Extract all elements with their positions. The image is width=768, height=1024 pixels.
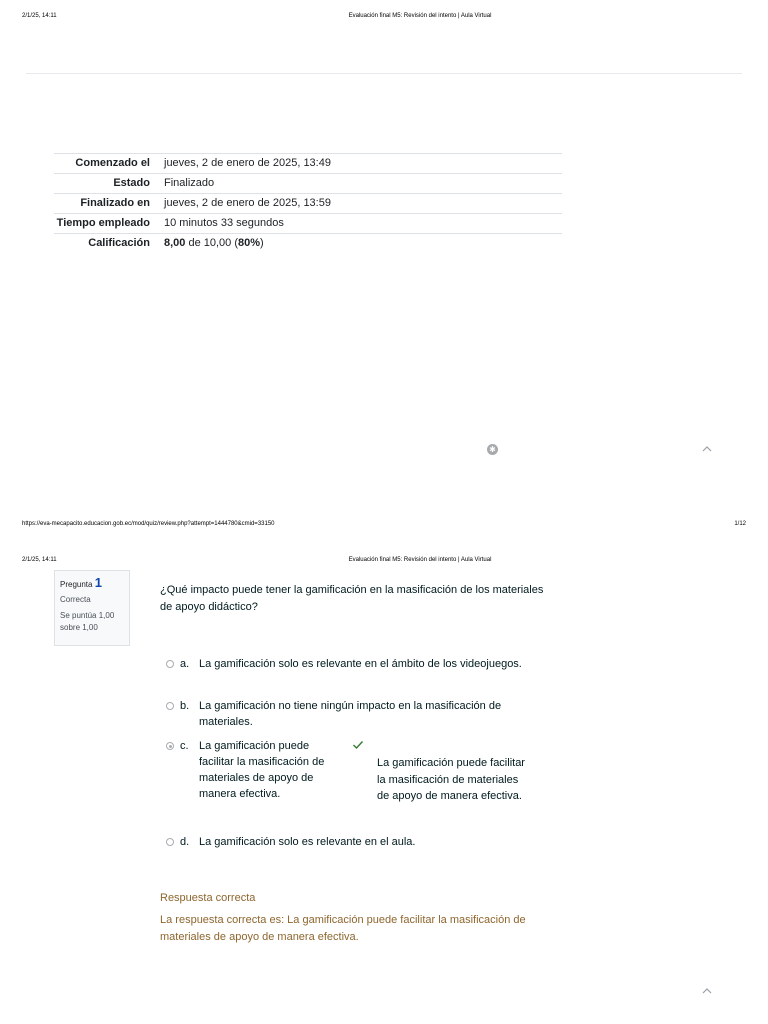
answer-letter: d.	[180, 836, 190, 848]
question-number-value: 1	[94, 575, 102, 590]
summary-label: Calificación	[88, 237, 150, 249]
answer-letter: b.	[180, 700, 190, 712]
chevron-up-icon[interactable]	[700, 444, 714, 454]
summary-label: Comenzado el	[75, 157, 150, 169]
summary-label: Tiempo empleado	[56, 217, 150, 229]
print-date: 2/1/25, 14:11	[22, 557, 57, 563]
grade-percent: 80%	[238, 237, 261, 249]
check-icon	[352, 740, 364, 750]
attempt-summary-table	[54, 153, 562, 253]
summary-row-finished	[54, 193, 562, 213]
grade-end: )	[260, 237, 264, 249]
print-page-number: 1/12	[734, 521, 746, 527]
radio-button[interactable]	[166, 660, 174, 668]
print-url: https://eva-mecapacito.educacion.gob.ec/mod/quiz/review.php?attempt=1444780&cmid=33150	[22, 521, 275, 527]
question-label: Pregunta	[60, 580, 93, 589]
answer-option-b[interactable]	[166, 698, 556, 732]
accessibility-icon[interactable]: ✱	[487, 444, 498, 455]
answer-option-d[interactable]	[166, 834, 556, 851]
question-state: Correcta	[60, 595, 91, 604]
question-outcome	[160, 890, 560, 946]
answer-text: La gamificación solo es relevante en el aula.	[199, 836, 416, 848]
print-header	[0, 13, 768, 25]
print-date: 2/1/25, 14:11	[22, 13, 57, 19]
answer-text: La gamificación solo es relevante en el ámbito de los videojuegos.	[199, 658, 522, 670]
print-footer	[0, 521, 768, 533]
summary-row-started	[54, 153, 562, 173]
summary-label: Estado	[113, 177, 150, 189]
summary-value: Finalizado	[164, 177, 215, 189]
radio-button[interactable]	[166, 702, 174, 710]
summary-value	[160, 234, 562, 253]
print-title: Evaluación final M5: Revisión del intento | Aula Virtual	[348, 557, 492, 563]
grade-mid: de 10,00 (	[185, 237, 239, 249]
divider	[26, 73, 742, 74]
summary-row-state	[54, 173, 562, 193]
outcome-state: Respuesta correcta	[160, 892, 256, 904]
right-answer: La respuesta correcta es: La gamificación puede facilitar la masificación de materiales de apoyo de manera efectiva.	[160, 914, 526, 943]
radio-button-selected[interactable]	[166, 742, 174, 750]
answer-text: La gamificación puede facilitar la masificación de materiales de apoyo de manera efectiva.	[199, 740, 325, 800]
summary-value: jueves, 2 de enero de 2025, 13:49	[164, 157, 331, 169]
answer-letter: c.	[180, 740, 189, 752]
answer-text: La gamificación no tiene ningún impacto en la masificación de materiales.	[199, 700, 502, 728]
question-number	[60, 575, 124, 590]
summary-row-grade	[54, 233, 562, 253]
summary-label: Finalizado en	[80, 197, 150, 209]
question-info	[54, 570, 130, 646]
summary-value: 10 minutos 33 segundos	[164, 217, 284, 229]
question-text: ¿Qué impacto puede tener la gamificación en la masificación de los materiales de apoyo didáctico?	[160, 584, 544, 613]
chevron-up-icon[interactable]	[700, 986, 714, 996]
print-header	[0, 557, 768, 569]
summary-row-time-taken	[54, 213, 562, 233]
answer-option-a[interactable]	[166, 656, 556, 690]
answer-feedback: La gamificación puede facilitar la masificación de materiales de apoyo de manera efectiva.	[377, 757, 525, 802]
summary-value: jueves, 2 de enero de 2025, 13:59	[164, 197, 331, 209]
radio-button[interactable]	[166, 838, 174, 846]
print-title: Evaluación final M5: Revisión del intento | Aula Virtual	[348, 13, 492, 19]
answer-letter: a.	[180, 658, 190, 670]
grade-value: 8,00	[164, 237, 186, 249]
question-grade: Se puntúa 1,00 sobre 1,00	[60, 611, 115, 632]
answer-option-c[interactable]	[166, 738, 346, 806]
